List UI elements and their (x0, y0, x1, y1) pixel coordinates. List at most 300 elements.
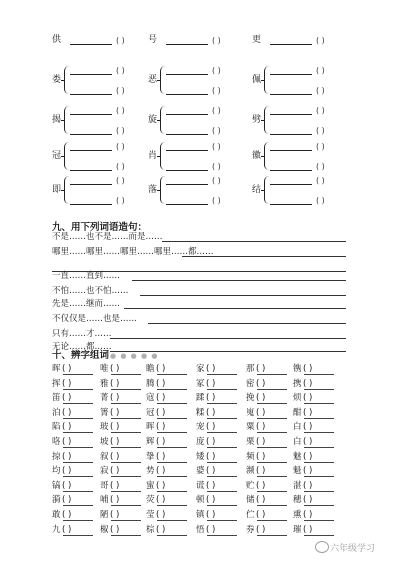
word-answer-line[interactable] (207, 476, 237, 477)
word-paren[interactable]: ( ) (212, 196, 221, 205)
distinct-char: 辉 (146, 437, 155, 447)
brace-bracket (264, 142, 269, 170)
distinct-char: 婆 (196, 466, 205, 477)
distinct-char: 白 (293, 422, 302, 433)
word-paren[interactable]: ( ) (62, 480, 72, 491)
distinct-char: 悟 (196, 524, 205, 535)
pinyin-blank[interactable] (270, 184, 312, 185)
word-answer-line[interactable] (257, 432, 287, 433)
pinyin-blank[interactable] (166, 44, 208, 45)
sentence-answer-line[interactable] (132, 280, 346, 281)
word-paren[interactable]: ( ) (62, 437, 72, 447)
pinyin-blank[interactable] (270, 44, 312, 45)
word-paren[interactable]: ( ) (303, 437, 313, 447)
word-answer-line[interactable] (304, 491, 334, 492)
word-paren[interactable]: ( ) (156, 437, 166, 447)
word-answer-line[interactable] (207, 374, 237, 375)
word-paren[interactable]: ( ) (116, 36, 125, 45)
distinct-char: 棕 (146, 524, 155, 535)
word-paren[interactable]: ( ) (116, 86, 125, 95)
word-paren[interactable]: ( ) (212, 36, 221, 45)
distinct-char: 蜜 (146, 480, 155, 491)
sentence-answer-line[interactable] (182, 256, 346, 257)
word-answer-line[interactable] (63, 418, 93, 419)
decorative-dots: ● ● ● ● ● (110, 352, 159, 360)
word-answer-line[interactable] (63, 374, 93, 375)
distinct-char: 势 (146, 466, 155, 477)
brace-point (61, 120, 64, 121)
word-paren[interactable]: ( ) (206, 393, 216, 404)
brace-point (157, 120, 160, 121)
word-paren[interactable]: ( ) (212, 176, 221, 185)
word-paren[interactable]: ( ) (206, 524, 216, 535)
distinct-char: 玻 (100, 422, 109, 433)
word-paren[interactable]: ( ) (206, 378, 216, 389)
word-answer-line[interactable] (63, 535, 93, 536)
word-paren[interactable]: ( ) (156, 378, 166, 389)
word-paren[interactable]: ( ) (156, 364, 166, 374)
word-answer-line[interactable] (304, 418, 334, 419)
word-paren[interactable]: ( ) (316, 162, 325, 171)
pinyin-blank[interactable] (270, 134, 312, 135)
polyphonic-char: 号 (148, 35, 158, 45)
word-answer-line[interactable] (304, 476, 334, 477)
word-paren[interactable]: ( ) (256, 378, 266, 389)
polyphonic-char: 娄 (52, 75, 62, 85)
watermark-text: 六年级学习 (330, 544, 376, 554)
word-paren[interactable]: ( ) (256, 495, 266, 506)
word-answer-line[interactable] (257, 389, 287, 390)
pinyin-blank[interactable] (166, 204, 208, 205)
distinct-char: 寇 (146, 393, 155, 404)
word-paren[interactable]: ( ) (156, 495, 166, 506)
word-answer-line[interactable] (207, 535, 237, 536)
brace-bracket (160, 176, 165, 204)
distinct-char: 菁 (100, 393, 109, 404)
sentence-answer-line[interactable] (124, 308, 346, 309)
distinct-char: 敢 (52, 510, 61, 520)
word-paren[interactable]: ( ) (110, 364, 120, 374)
word-answer-line[interactable] (257, 447, 287, 448)
word-paren[interactable]: ( ) (303, 480, 313, 491)
pinyin-blank[interactable] (270, 204, 312, 205)
word-answer-line[interactable] (207, 403, 237, 404)
distinct-char: 频 (246, 451, 255, 462)
word-answer-line[interactable] (257, 491, 287, 492)
word-answer-line[interactable] (207, 505, 237, 506)
word-answer-line[interactable] (111, 432, 141, 433)
pinyin-blank[interactable] (270, 114, 312, 115)
word-paren[interactable]: ( ) (156, 510, 166, 520)
word-paren[interactable]: ( ) (110, 393, 120, 404)
word-answer-line[interactable] (111, 389, 141, 390)
pinyin-blank[interactable] (70, 74, 112, 75)
word-answer-line[interactable] (207, 520, 237, 521)
word-paren[interactable]: ( ) (256, 524, 266, 535)
pinyin-blank[interactable] (70, 44, 112, 45)
word-answer-line[interactable] (207, 389, 237, 390)
word-paren[interactable]: ( ) (316, 126, 325, 135)
word-paren[interactable]: ( ) (110, 524, 120, 535)
word-paren[interactable]: ( ) (316, 36, 325, 45)
word-paren[interactable]: ( ) (303, 524, 313, 535)
word-paren[interactable]: ( ) (256, 466, 266, 477)
word-answer-line[interactable] (63, 505, 93, 506)
distinct-char: 泊 (52, 407, 61, 418)
word-answer-line[interactable] (111, 505, 141, 506)
wechat-icon (315, 541, 329, 553)
word-paren[interactable]: ( ) (212, 66, 221, 75)
word-answer-line[interactable] (157, 447, 187, 448)
distinct-char: 笛 (52, 393, 61, 404)
word-paren[interactable]: ( ) (303, 510, 313, 520)
distinct-char: 镐 (52, 480, 61, 491)
sentence-answer-line[interactable] (162, 241, 346, 242)
brace-point (61, 190, 64, 191)
word-paren[interactable]: ( ) (116, 162, 125, 171)
word-paren[interactable]: ( ) (212, 162, 221, 171)
word-paren[interactable]: ( ) (316, 142, 325, 151)
distinct-char: 庞 (196, 437, 205, 447)
distinct-char: 密 (246, 378, 255, 389)
brace-bracket (160, 142, 165, 170)
word-paren[interactable]: ( ) (110, 480, 120, 491)
word-answer-line[interactable] (304, 389, 334, 390)
word-paren[interactable]: ( ) (316, 196, 325, 205)
polyphonic-char: 揭 (52, 115, 62, 125)
brace-point (261, 190, 264, 191)
word-paren[interactable]: ( ) (303, 378, 313, 389)
distinct-char: 荧 (146, 495, 155, 506)
distinct-char: 挽 (246, 393, 255, 404)
word-paren[interactable]: ( ) (206, 495, 216, 506)
sentence-answer-line[interactable] (140, 295, 346, 296)
sentence-answer-line[interactable] (110, 338, 346, 339)
sentence-prompt: 无论……都…… (52, 342, 112, 352)
word-paren[interactable]: ( ) (156, 407, 166, 418)
sentence-prompt: 不仅仅是……也是…… (52, 314, 138, 324)
distinct-char: 熏 (293, 510, 302, 520)
sentence-answer-line[interactable] (148, 323, 346, 324)
distinct-char: 魅 (293, 451, 302, 462)
word-paren[interactable]: ( ) (256, 451, 266, 462)
word-answer-line[interactable] (157, 389, 187, 390)
polyphonic-char: 冠 (52, 151, 62, 161)
word-paren[interactable]: ( ) (116, 142, 125, 151)
word-answer-line[interactable] (157, 491, 187, 492)
sentence-prompt: 不是……也不是……而是…… (52, 232, 163, 242)
word-answer-line[interactable] (63, 520, 93, 521)
distinct-char: 坡 (100, 437, 109, 447)
distinct-char: 椒 (100, 524, 109, 535)
word-paren[interactable]: ( ) (116, 176, 125, 185)
distinct-char: 储 (246, 495, 255, 506)
distinct-char: 寂 (100, 466, 109, 477)
word-paren[interactable]: ( ) (62, 378, 72, 389)
polyphonic-char: 落 (148, 185, 158, 195)
word-answer-line[interactable] (304, 462, 334, 463)
pinyin-blank[interactable] (270, 170, 312, 171)
distinct-char: 雅 (100, 378, 109, 389)
pinyin-blank[interactable] (166, 184, 208, 185)
word-paren[interactable]: ( ) (110, 378, 120, 389)
distinct-char: 腾 (146, 378, 155, 389)
brace-point (157, 156, 160, 157)
word-paren[interactable]: ( ) (303, 466, 313, 477)
polyphonic-char: 供 (52, 35, 62, 45)
word-answer-line[interactable] (257, 462, 287, 463)
word-answer-line[interactable] (207, 447, 237, 448)
brace-bracket (64, 142, 69, 170)
pinyin-blank[interactable] (270, 94, 312, 95)
brace-point (157, 190, 160, 191)
distinct-char: 宠 (196, 422, 205, 433)
word-paren[interactable]: ( ) (206, 466, 216, 477)
distinct-char: 穗 (293, 495, 302, 506)
brace-bracket (160, 106, 165, 134)
sentence-section-title: 九、用下列词语造句： (52, 222, 148, 233)
word-answer-line[interactable] (111, 520, 141, 521)
distinct-char: 烦 (293, 393, 302, 404)
word-paren[interactable]: ( ) (62, 451, 72, 462)
word-paren[interactable]: ( ) (316, 86, 325, 95)
word-answer-line[interactable] (111, 403, 141, 404)
word-answer-line[interactable] (111, 374, 141, 375)
word-answer-line[interactable] (111, 462, 141, 463)
brace-bracket (64, 176, 69, 204)
distinct-char: 璀 (293, 524, 302, 535)
word-paren[interactable]: ( ) (156, 393, 166, 404)
word-paren[interactable]: ( ) (303, 393, 313, 404)
pinyin-blank[interactable] (70, 184, 112, 185)
word-paren[interactable]: ( ) (110, 451, 120, 462)
word-answer-line[interactable] (63, 403, 93, 404)
pinyin-blank[interactable] (270, 74, 312, 75)
word-answer-line[interactable] (207, 462, 237, 463)
sentence-prompt: 不怕……也不怕…… (52, 286, 129, 296)
word-answer-line[interactable] (207, 491, 237, 492)
distinct-char: 叙 (100, 451, 109, 462)
pinyin-blank[interactable] (70, 94, 112, 95)
word-paren[interactable]: ( ) (206, 364, 216, 374)
word-paren[interactable]: ( ) (62, 495, 72, 506)
word-answer-line[interactable] (63, 389, 93, 390)
word-paren[interactable]: ( ) (256, 510, 266, 520)
word-paren[interactable]: ( ) (256, 364, 266, 374)
brace-bracket (264, 176, 269, 204)
brace-point (261, 156, 264, 157)
word-answer-line[interactable] (157, 403, 187, 404)
word-answer-line[interactable] (157, 374, 187, 375)
word-answer-line[interactable] (304, 505, 334, 506)
word-paren[interactable]: ( ) (110, 407, 120, 418)
word-answer-line[interactable] (157, 462, 187, 463)
brace-bracket (64, 106, 69, 134)
pinyin-blank[interactable] (70, 170, 112, 171)
word-answer-line[interactable] (304, 432, 334, 433)
distinct-char: 魁 (293, 466, 302, 477)
word-paren[interactable]: ( ) (303, 364, 313, 374)
word-answer-line[interactable] (304, 535, 334, 536)
pinyin-blank[interactable] (166, 94, 208, 95)
distinct-char: 镌 (293, 364, 302, 374)
pinyin-blank[interactable] (166, 150, 208, 151)
distinct-char: 冠 (146, 407, 155, 418)
word-paren[interactable]: ( ) (110, 422, 120, 433)
word-paren[interactable]: ( ) (212, 142, 221, 151)
word-answer-line[interactable] (111, 476, 141, 477)
word-paren[interactable]: ( ) (156, 422, 166, 433)
word-paren[interactable]: ( ) (62, 393, 72, 404)
word-paren[interactable]: ( ) (62, 510, 72, 520)
brace-point (261, 120, 264, 121)
pinyin-blank[interactable] (166, 170, 208, 171)
polyphonic-char: 恶 (148, 75, 158, 85)
pinyin-blank[interactable] (70, 150, 112, 151)
word-answer-line[interactable] (257, 520, 287, 521)
pinyin-blank[interactable] (270, 150, 312, 151)
word-paren[interactable]: ( ) (206, 437, 216, 447)
distinct-char: 蹂 (196, 393, 205, 404)
polyphonic-char: 更 (252, 35, 262, 45)
brace-point (157, 80, 160, 81)
sentence-prompt: 只有……才…… (52, 329, 112, 339)
brace-point (261, 80, 264, 81)
distinct-char: 濒 (246, 466, 255, 477)
word-answer-line[interactable] (207, 418, 237, 419)
word-answer-line[interactable] (63, 447, 93, 448)
word-paren[interactable]: ( ) (256, 480, 266, 491)
distinct-char: 酣 (293, 407, 302, 418)
pinyin-blank[interactable] (166, 134, 208, 135)
word-paren[interactable]: ( ) (256, 407, 266, 418)
word-paren[interactable]: ( ) (316, 176, 325, 185)
word-paren[interactable]: ( ) (206, 451, 216, 462)
word-answer-line[interactable] (63, 462, 93, 463)
word-answer-line[interactable] (157, 505, 187, 506)
word-answer-line[interactable] (111, 418, 141, 419)
sentence-prompt: 一直……直到…… (52, 271, 121, 281)
word-answer-line[interactable] (207, 432, 237, 433)
word-paren[interactable]: ( ) (110, 437, 120, 447)
word-paren[interactable]: ( ) (316, 66, 325, 75)
word-paren[interactable]: ( ) (110, 510, 120, 520)
word-answer-line[interactable] (257, 403, 287, 404)
pinyin-blank[interactable] (70, 204, 112, 205)
word-paren[interactable]: ( ) (110, 495, 120, 506)
word-answer-line[interactable] (257, 374, 287, 375)
word-answer-line[interactable] (304, 403, 334, 404)
polyphonic-char: 旋 (148, 115, 158, 125)
word-paren[interactable]: ( ) (303, 422, 313, 433)
word-paren[interactable]: ( ) (206, 480, 216, 491)
word-paren[interactable]: ( ) (206, 510, 216, 520)
word-paren[interactable]: ( ) (62, 524, 72, 535)
word-answer-line[interactable] (63, 476, 93, 477)
distinct-char: 嵬 (246, 407, 255, 418)
pinyin-blank[interactable] (70, 114, 112, 115)
word-answer-line[interactable] (111, 535, 141, 536)
distinct-char: 掠 (52, 451, 61, 462)
distinct-char: 均 (52, 466, 61, 477)
word-answer-line[interactable] (157, 476, 187, 477)
word-paren[interactable]: ( ) (116, 66, 125, 75)
distinct-char: 晖 (146, 422, 155, 433)
word-paren[interactable]: ( ) (62, 407, 72, 418)
distinct-char: 咯 (52, 437, 61, 447)
word-answer-line[interactable] (157, 418, 187, 419)
word-paren[interactable]: ( ) (116, 106, 125, 115)
distinct-char: 晖 (52, 364, 61, 374)
word-paren[interactable]: ( ) (116, 196, 125, 205)
word-paren[interactable]: ( ) (156, 451, 166, 462)
word-paren[interactable]: ( ) (206, 422, 216, 433)
word-answer-line[interactable] (111, 491, 141, 492)
word-paren[interactable]: ( ) (303, 407, 313, 418)
word-answer-line[interactable] (157, 432, 187, 433)
brace-point (61, 80, 64, 81)
distinct-char: 瞻 (146, 364, 155, 374)
word-paren[interactable]: ( ) (212, 106, 221, 115)
word-paren[interactable]: ( ) (206, 407, 216, 418)
word-answer-line[interactable] (257, 418, 287, 419)
pinyin-blank[interactable] (70, 134, 112, 135)
word-paren[interactable]: ( ) (116, 126, 125, 135)
distinct-char: 挚 (146, 451, 155, 462)
word-answer-line[interactable] (257, 535, 287, 536)
word-answer-line[interactable] (63, 491, 93, 492)
word-paren[interactable]: ( ) (110, 466, 120, 477)
polyphonic-char: 即 (52, 185, 62, 195)
word-answer-line[interactable] (304, 520, 334, 521)
distinct-char: 陋 (100, 510, 109, 520)
distinct-char: 粟 (246, 422, 255, 433)
brace-point (61, 156, 64, 157)
word-paren[interactable]: ( ) (62, 364, 72, 374)
word-paren[interactable]: ( ) (256, 393, 266, 404)
distinct-char: 携 (293, 378, 302, 389)
word-paren[interactable]: ( ) (212, 126, 221, 135)
word-answer-line[interactable] (257, 505, 287, 506)
word-paren[interactable]: ( ) (62, 466, 72, 477)
word-paren[interactable]: ( ) (156, 480, 166, 491)
word-answer-line[interactable] (304, 447, 334, 448)
pinyin-blank[interactable] (166, 74, 208, 75)
distinct-char: 哥 (100, 480, 109, 491)
word-paren[interactable]: ( ) (303, 495, 313, 506)
word-paren[interactable]: ( ) (316, 106, 325, 115)
distinct-char: 挥 (52, 378, 61, 389)
distinct-char: 栗 (246, 437, 255, 447)
word-paren[interactable]: ( ) (212, 86, 221, 95)
word-paren[interactable]: ( ) (62, 422, 72, 433)
word-paren[interactable]: ( ) (303, 451, 313, 462)
pinyin-blank[interactable] (166, 114, 208, 115)
word-paren[interactable]: ( ) (156, 524, 166, 535)
distinct-char: 哺 (100, 495, 109, 506)
brace-bracket (264, 66, 269, 94)
word-paren[interactable]: ( ) (256, 422, 266, 433)
word-answer-line[interactable] (257, 476, 287, 477)
word-paren[interactable]: ( ) (156, 466, 166, 477)
word-answer-line[interactable] (304, 374, 334, 375)
word-paren[interactable]: ( ) (256, 437, 266, 447)
distinct-char: 湛 (293, 480, 302, 491)
word-answer-line[interactable] (63, 432, 93, 433)
word-answer-line[interactable] (157, 535, 187, 536)
word-answer-line[interactable] (111, 447, 141, 448)
word-answer-line[interactable] (157, 520, 187, 521)
